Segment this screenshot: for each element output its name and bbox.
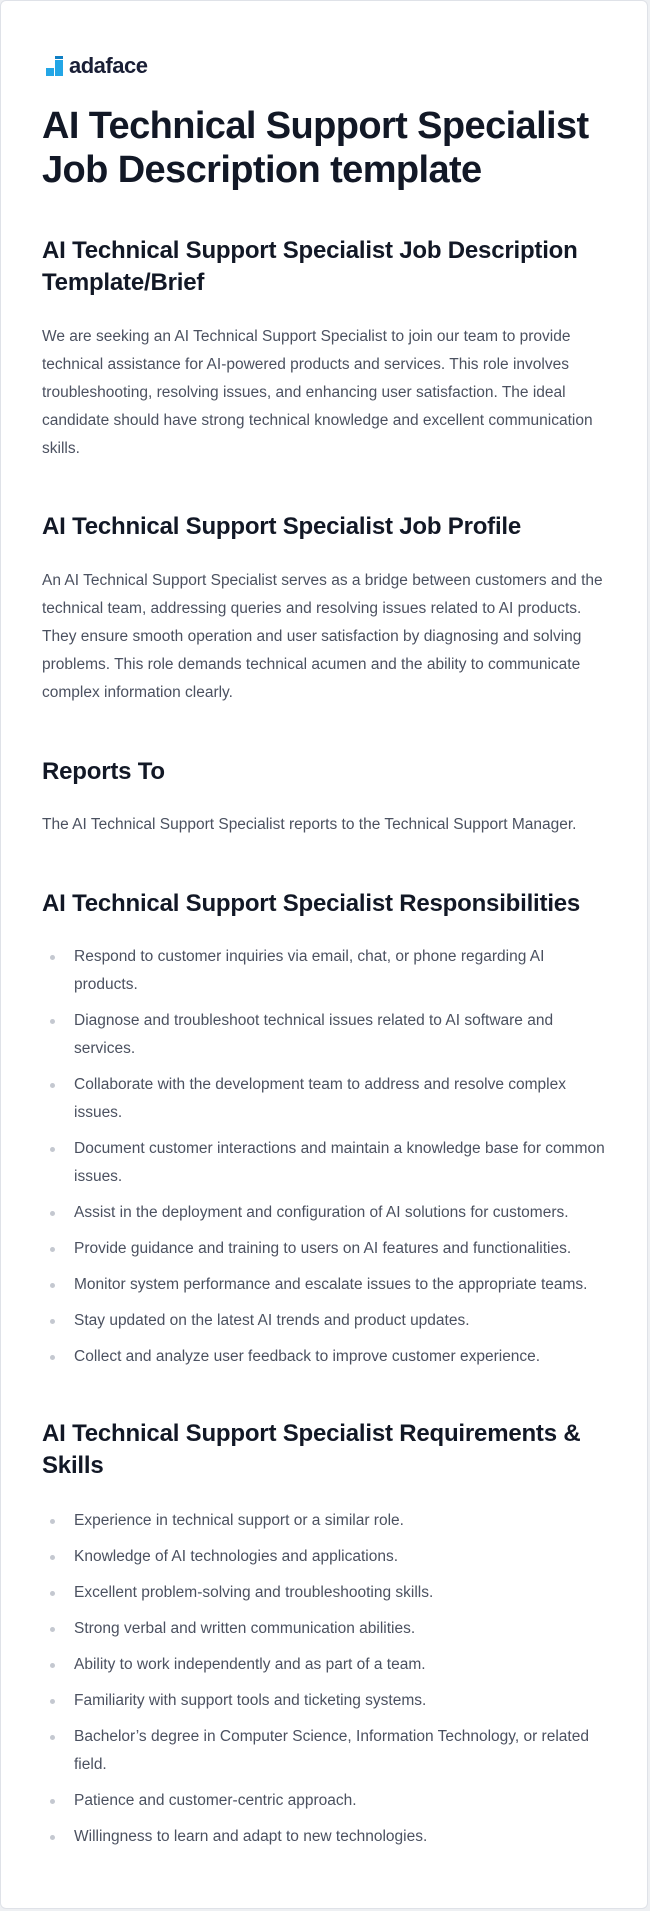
list-item: Experience in technical support or a similar role. (42, 1507, 612, 1535)
requirements-list (42, 1507, 612, 1859)
reports-to-text: The AI Technical Support Specialist reports to the Technical Support Manager. (42, 816, 577, 833)
list-item: Patience and customer-centric approach. (42, 1787, 612, 1815)
page-title: AI Technical Support Specialist Job Description template (42, 105, 589, 191)
list-item: Willingness to learn and adapt to new technologies. (42, 1823, 612, 1851)
profile-text: An AI Technical Support Specialist serves as a bridge between customers and the technical team, addressing queries and resolving issues related to AI products. They ensure smooth operation and user satisfaction by diagnosing and solving problems. This role demands technical acumen and the ability to communicate complex information clearly. (42, 572, 603, 701)
list-item: Document customer interactions and maintain a knowledge base for common issues. (42, 1135, 612, 1191)
list-item: Diagnose and troubleshoot technical issues related to AI software and services. (42, 1007, 612, 1063)
list-item: Collect and analyze user feedback to improve customer experience. (42, 1343, 612, 1371)
list-item: Strong verbal and written communication abilities. (42, 1615, 612, 1643)
list-item: Monitor system performance and escalate issues to the appropriate teams. (42, 1271, 612, 1299)
responsibilities-heading: AI Technical Support Specialist Responsibilities (42, 890, 581, 917)
reports-to-heading: Reports To (42, 758, 165, 785)
list-item: Collaborate with the development team to address and resolve complex issues. (42, 1071, 612, 1127)
list-item: Bachelor’s degree in Computer Science, Information Technology, or related field. (42, 1723, 612, 1779)
profile-heading: AI Technical Support Specialist Job Profile (42, 513, 522, 540)
list-item: Knowledge of AI technologies and applications. (42, 1543, 612, 1571)
list-item: Provide guidance and training to users on AI features and functionalities. (42, 1235, 612, 1263)
list-item: Familiarity with support tools and ticketing systems. (42, 1687, 612, 1715)
list-item: Stay updated on the latest AI trends and product updates. (42, 1307, 612, 1335)
list-item: Ability to work independently and as part of a team. (42, 1651, 612, 1679)
brief-heading: AI Technical Support Specialist Job Description Template/Brief (42, 237, 578, 296)
requirements-heading: AI Technical Support Specialist Requirements & Skills (42, 1420, 581, 1479)
list-item: Excellent problem-solving and troubleshooting skills. (42, 1579, 612, 1607)
list-item: Assist in the deployment and configuration of AI solutions for customers. (42, 1199, 612, 1227)
list-item: Respond to customer inquiries via email, chat, or phone regarding AI products. (42, 943, 612, 999)
adaface-logo[interactable] (46, 54, 147, 78)
logo-wordmark: adaface (69, 53, 148, 78)
adaface-logo-icon (46, 56, 65, 76)
responsibilities-list (42, 943, 612, 1379)
brief-text: We are seeking an AI Technical Support Specialist to join our team to provide technical assistance for AI-powered products and services. This role involves troubleshooting, resolving issues, and enhancing user satisfaction. The ideal candidate should have strong technical knowledge and excellent communication skills. (42, 328, 593, 457)
